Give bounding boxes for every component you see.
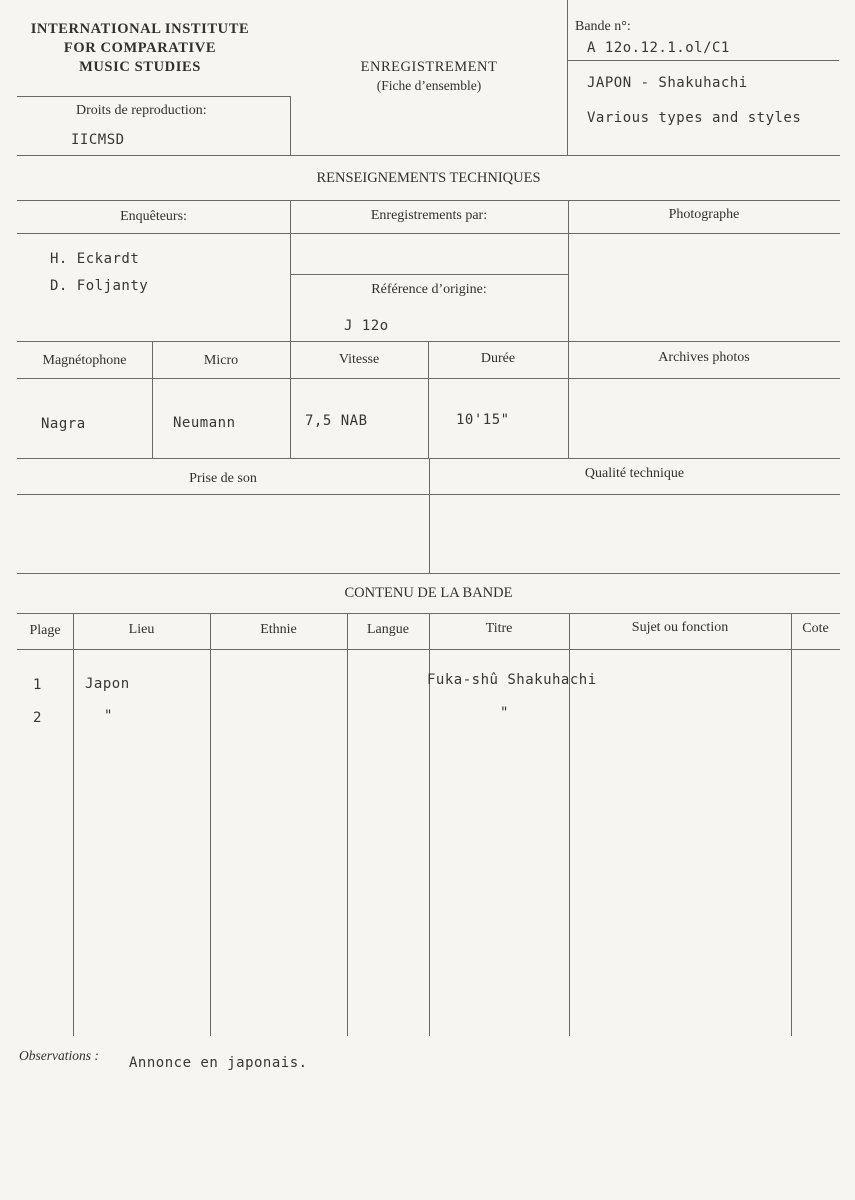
horizontal-rule [17, 155, 840, 156]
speed-value: 7,5 NAB [305, 413, 368, 429]
micro-label: Micro [203, 353, 239, 368]
horizontal-rule [17, 233, 840, 234]
vertical-rule [567, 0, 568, 155]
institute-line-3: MUSIC STUDIES [79, 59, 201, 75]
column-ethnie: Ethnie [260, 622, 297, 637]
column-langue: Langue [367, 622, 409, 637]
tape-description: Various types and styles [587, 110, 802, 126]
horizontal-rule [17, 573, 840, 574]
column-titre: Titre [485, 621, 513, 636]
row-1-plage: 1 [33, 677, 42, 693]
form-title-main: ENREGISTREMENT [360, 59, 498, 75]
recorder-label: Magnétophone [42, 353, 127, 368]
horizontal-rule [290, 274, 568, 275]
technical-quality-label: Qualité technique [584, 466, 685, 481]
institute-name [14, 20, 266, 77]
vertical-rule [210, 613, 211, 1036]
row-2-lieu: " [104, 708, 113, 724]
sound-recording-label: Prise de son [189, 471, 257, 486]
row-1-titre: Fuka-shû Shakuhachi [427, 672, 597, 688]
institute-line-2: FOR COMPARATIVE [63, 40, 217, 56]
investigator-2: D. Foljanty [50, 278, 149, 294]
technical-heading: RENSEIGNEMENTS TECHNIQUES [316, 170, 541, 186]
photo-archives-label: Archives photos [658, 350, 750, 365]
tape-number-label: Bande n°: [575, 19, 631, 34]
photographer-label: Photographe [668, 207, 740, 222]
investigators-label: Enquêteurs: [120, 209, 187, 224]
horizontal-rule [567, 60, 839, 61]
horizontal-rule [17, 200, 840, 201]
duration-label: Durée [480, 351, 516, 366]
contents-heading: CONTENU DE LA BANDE [344, 585, 513, 601]
rights-value: IICMSD [71, 132, 125, 148]
institute-line-1: INTERNATIONAL INSTITUTE [30, 21, 250, 37]
observations-value: Annonce en japonais. [129, 1055, 308, 1071]
duration-value: 10'15" [456, 412, 510, 428]
column-sujet: Sujet ou fonction [631, 620, 729, 635]
origin-reference-label: Référence d’origine: [371, 282, 487, 297]
tape-country-instrument: JAPON - Shakuhachi [587, 75, 748, 91]
vertical-rule [791, 613, 792, 1036]
investigator-1: H. Eckardt [50, 251, 140, 267]
column-lieu: Lieu [128, 622, 155, 637]
vertical-rule [290, 96, 291, 155]
rights-label: Droits de reproduction: [76, 103, 207, 118]
row-2-titre: " [500, 705, 509, 721]
form-title [340, 59, 518, 94]
origin-reference-value: J 12o [344, 318, 389, 334]
form-title-sub: (Fiche d’ensemble) [376, 78, 482, 93]
row-2-plage: 2 [33, 710, 42, 726]
observations-label: Observations : [19, 1048, 99, 1063]
row-1-lieu: Japon [85, 676, 130, 692]
recorder-value: Nagra [41, 416, 86, 432]
column-cote: Cote [802, 621, 829, 636]
micro-value: Neumann [173, 415, 236, 431]
horizontal-rule [17, 96, 290, 97]
speed-label: Vitesse [338, 352, 380, 367]
column-plage: Plage [29, 623, 61, 638]
vertical-rule [347, 613, 348, 1036]
tape-number-value: A 12o.12.1.ol/C1 [587, 40, 730, 56]
recorded-by-label: Enregistrements par: [370, 208, 488, 223]
vertical-rule [73, 613, 74, 1036]
